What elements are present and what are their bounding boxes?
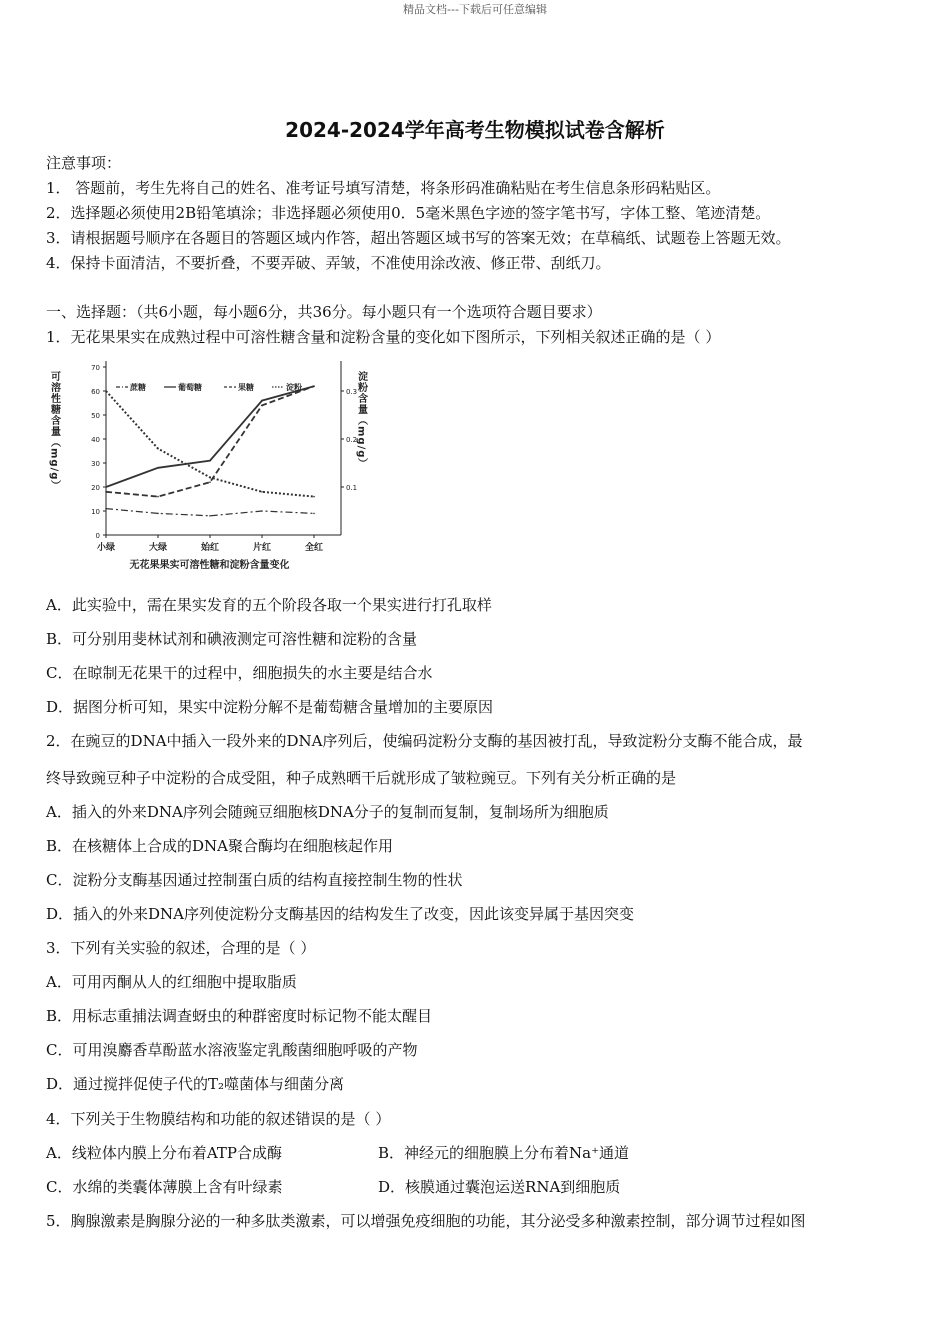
y-tick-label: 40 xyxy=(91,436,100,444)
data-point xyxy=(313,385,315,387)
q4-option-a: A．线粒体内膜上分布着ATP合成酶 xyxy=(46,1144,282,1162)
legend-label: 蔗糖 xyxy=(130,383,146,392)
q4-option-c: C．水绵的类囊体薄膜上含有叶绿素 xyxy=(46,1178,283,1196)
series-line-淀粉 xyxy=(106,391,314,497)
data-point xyxy=(157,448,159,450)
x-tick-label: 片红 xyxy=(252,543,272,553)
q4-option-d: D．核膜通过囊泡运送RNA到细胞质 xyxy=(378,1178,621,1196)
q2-option-b: B．在核糖体上合成的DNA聚合酶均在细胞核起作用 xyxy=(46,837,394,855)
q1-option-a: A．此实验中，需在果实发育的五个阶段各取一个果实进行打孔取样 xyxy=(46,596,492,614)
y-tick-label: 30 xyxy=(91,460,100,468)
series-line-葡萄糖 xyxy=(106,386,314,487)
notes-heading: 注意事项： xyxy=(46,154,122,172)
data-point xyxy=(105,486,107,488)
y-tick-label: 70 xyxy=(91,364,100,372)
q2-stem-line1: 2．在豌豆的DNA中插入一段外来的DNA序列后，使编码淀粉分支酶的基因被打乱，导致淀粉分支酶不能合成，最 xyxy=(46,732,803,750)
data-point xyxy=(209,477,211,479)
q1-option-d: D．据图分析可知，果实中淀粉分解不是葡萄糖含量增加的主要原因 xyxy=(46,698,494,716)
y-tick-label: 10 xyxy=(91,508,100,516)
data-point xyxy=(313,496,315,498)
q3-option-b: B．用标志重捕法调查蚜虫的种群密度时标记物不能太醒目 xyxy=(46,1007,433,1025)
x-tick-label: 始红 xyxy=(200,543,220,553)
q2-option-d: D．插入的外来DNA序列使淀粉分支酶基因的结构发生了改变，因此该变异属于基因突变 xyxy=(46,905,635,923)
data-point xyxy=(209,515,211,517)
section-heading: 一、选择题：（共6小题，每小题6分，共36分。每小题只有一个选项符合题目要求） xyxy=(46,303,602,321)
note-item: 4．保持卡面清洁，不要折叠，不要弄破、弄皱，不准使用涂改液、修正带、刮纸刀。 xyxy=(46,254,611,272)
y-tick-label: 20 xyxy=(91,484,100,492)
page-title: 2024-2024学年高考生物模拟试卷含解析 xyxy=(285,118,665,142)
q2-stem-line2: 终导致豌豆种子中淀粉的合成受阻，种子成熟晒干后就形成了皱粒豌豆。下列有关分析正确的是 xyxy=(46,769,677,787)
data-point xyxy=(261,400,263,402)
legend-label: 果糖 xyxy=(238,383,254,392)
legend-label: 葡萄糖 xyxy=(178,383,202,392)
data-point xyxy=(261,510,263,512)
q5-stem: 5．胸腺激素是胸腺分泌的一种多肽类激素，可以增强免疫细胞的功能，其分泌受多种激素控制，部分调节过程如图 xyxy=(46,1212,806,1230)
data-point xyxy=(157,496,159,498)
x-tick-label: 全红 xyxy=(304,543,324,553)
x-tick-label: 大绿 xyxy=(148,543,168,553)
q2-option-a: A．插入的外来DNA序列会随豌豆细胞核DNA分子的复制而复制，复制场所为细胞质 xyxy=(46,803,609,821)
q1-option-c: C．在晾制无花果干的过程中，细胞损失的水主要是结合水 xyxy=(46,664,433,682)
q1-stem: 1．无花果果实在成熟过程中可溶性糖含量和淀粉含量的变化如下图所示，下列相关叙述正确的是（ ） xyxy=(46,328,721,346)
line-chart xyxy=(44,355,367,580)
data-point xyxy=(209,460,211,462)
note-item: 3．请根据题号顺序在各题目的答题区域内作答，超出答题区域书写的答案无效；在草稿纸、试题卷上答题无效。 xyxy=(46,229,791,247)
series-line-果糖 xyxy=(106,386,314,496)
x-tick-label: 小绿 xyxy=(96,543,116,553)
y2-tick-label: 0.2 xyxy=(346,436,358,444)
y-tick-label: 60 xyxy=(91,388,100,396)
q4-option-b: B．神经元的细胞膜上分布着Na⁺通道 xyxy=(378,1144,630,1162)
q3-option-c: C．可用溴麝香草酚蓝水溶液鉴定乳酸菌细胞呼吸的产物 xyxy=(46,1041,418,1059)
data-point xyxy=(157,513,159,515)
data-point xyxy=(261,405,263,407)
q3-stem: 3．下列有关实验的叙述，合理的是（ ） xyxy=(46,939,316,957)
q4-stem: 4．下列关于生物膜结构和功能的叙述错误的是（ ） xyxy=(46,1110,391,1128)
q3-option-a: A．可用丙酮从人的红细胞中提取脂质 xyxy=(46,973,297,991)
y2-axis-label: 淀粉含量（mg/g） xyxy=(355,371,367,470)
y2-tick-label: 0.1 xyxy=(346,484,358,492)
q1-chart xyxy=(44,355,367,580)
y2-tick-label: 0.3 xyxy=(346,388,358,396)
series-line-蔗糖 xyxy=(106,509,314,516)
note-item: 1． 答题前，考生先将自己的姓名、准考证号填写清楚，将条形码准确粘贴在考生信息条形码粘贴区。 xyxy=(46,179,721,197)
note-item: 2．选择题必须使用2B铅笔填涂；非选择题必须使用0．5毫米黑色字迹的签字笔书写，字体工整、笔迹清楚。 xyxy=(46,204,771,222)
data-point xyxy=(157,467,159,469)
y-axis-label: 可溶性糖含量（mg/g） xyxy=(48,371,60,492)
y-tick-label: 50 xyxy=(91,412,100,420)
data-point xyxy=(209,481,211,483)
chart-title: 无花果果实可溶性糖和淀粉含量变化 xyxy=(129,560,290,571)
data-point xyxy=(105,508,107,510)
legend-label: 淀粉 xyxy=(286,383,302,392)
page-header: 精品文档---下载后可任意编辑 xyxy=(403,3,547,16)
data-point xyxy=(313,513,315,515)
q3-option-d: D．通过搅拌促使子代的T₂噬菌体与细菌分离 xyxy=(46,1075,345,1093)
y-tick-label: 0 xyxy=(95,532,100,540)
q1-option-b: B．可分别用斐林试剂和碘液测定可溶性糖和淀粉的含量 xyxy=(46,630,418,648)
data-point xyxy=(105,491,107,493)
data-point xyxy=(105,390,107,392)
data-point xyxy=(261,491,263,493)
q2-option-c: C．淀粉分支酶基因通过控制蛋白质的结构直接控制生物的性状 xyxy=(46,871,463,889)
